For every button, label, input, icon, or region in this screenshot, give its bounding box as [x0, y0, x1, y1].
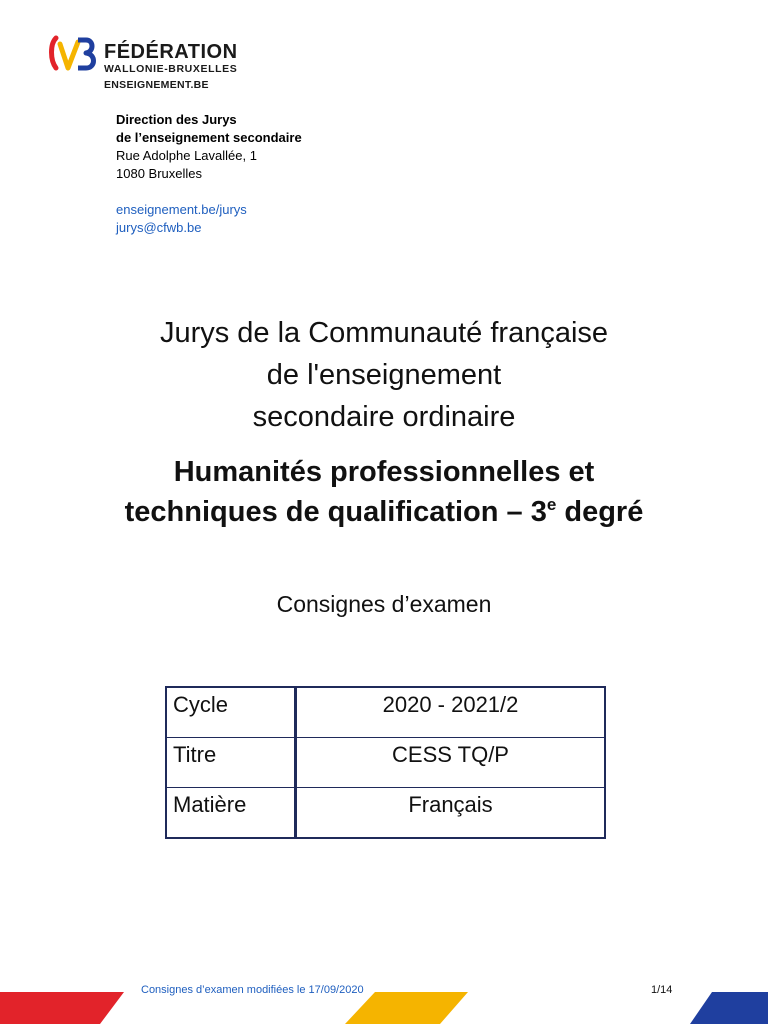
address-department: Direction des Jurys [116, 112, 237, 127]
row-label: Matière [166, 788, 296, 839]
footer-color-stripes [0, 992, 768, 1024]
logo-subtitle: WALLONIE-BRUXELLES [104, 63, 238, 75]
logo-title: FÉDÉRATION [104, 41, 238, 63]
document-title [0, 312, 768, 438]
row-label: Cycle [166, 687, 296, 738]
address-street: Rue Adolphe Lavallée, 1 [116, 148, 257, 163]
section-title-line: Humanités professionnelles et [173, 456, 595, 488]
federation-logo [48, 34, 248, 96]
email-link[interactable]: jurys@cfwb.be [116, 220, 202, 235]
section-title-line: techniques de qualification – 3e degré [124, 495, 644, 528]
wb-logo-icon [48, 34, 100, 78]
address-block [116, 111, 302, 237]
exam-info-table [165, 686, 606, 839]
row-value: Français [296, 788, 606, 839]
title-line: secondaire ordinaire [252, 401, 516, 433]
title-line: Jurys de la Communauté française [159, 317, 609, 349]
table-row [166, 738, 605, 788]
yellow-stripe [345, 992, 468, 1024]
address-city: 1080 Bruxelles [116, 166, 202, 181]
table-row [166, 788, 605, 839]
title-line: de l'enseignement [266, 359, 502, 391]
table-row [166, 687, 605, 738]
row-label: Titre [166, 738, 296, 788]
row-value: CESS TQ/P [296, 738, 606, 788]
document-type: Consignes d’examen [276, 591, 492, 617]
blue-stripe [690, 992, 768, 1024]
page-number: 1/14 [651, 984, 673, 996]
address-subdepartment: de l’enseignement secondaire [116, 130, 302, 145]
website-link[interactable]: enseignement.be/jurys [116, 202, 247, 217]
section-title [0, 452, 768, 532]
logo-website: ENSEIGNEMENT.BE [104, 78, 209, 91]
footer-note: Consignes d’examen modifiées le 17/09/2020 [141, 984, 364, 996]
row-value: 2020 - 2021/2 [296, 687, 606, 738]
red-stripe [0, 992, 124, 1024]
